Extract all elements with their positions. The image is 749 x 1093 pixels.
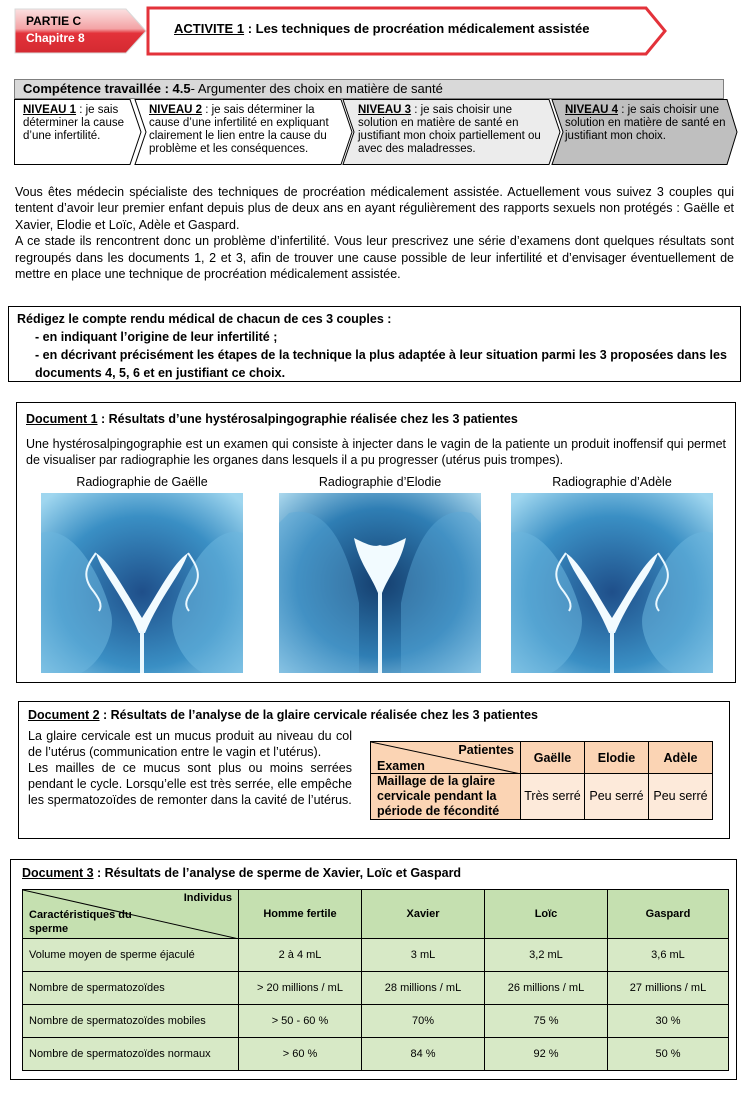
document-2 xyxy=(18,701,730,839)
radiograph-caption: Radiographie de Gaëlle xyxy=(76,475,208,489)
radiograph-adele xyxy=(511,475,713,673)
document-3 xyxy=(10,859,737,1080)
xray-image xyxy=(511,493,713,673)
cell-value: 92 % xyxy=(485,1038,608,1071)
doc1-description: Une hystérosalpingographie est un examen qui consiste à injecter dans le vagin de la patiente un produit inoffensif qui permet de visualiser par radiographie les organes dans lesquels il a pu progresser (utérus puis trompes). xyxy=(26,437,726,467)
cell-value: 3,6 mL xyxy=(608,939,729,972)
cell-value: 28 millions / mL xyxy=(362,972,485,1005)
activite-text: : Les techniques de procréation médicalement assistée xyxy=(244,21,590,36)
row-label: Volume moyen de sperme éjaculé xyxy=(23,939,239,972)
radiograph-gaelle xyxy=(41,475,243,673)
cell-value: 3 mL xyxy=(362,939,485,972)
cell-value: > 60 % xyxy=(239,1038,362,1071)
table-row xyxy=(23,1005,729,1038)
instruction-main: Rédigez le compte rendu médical de chacun de ces 3 couples : xyxy=(17,312,392,326)
level-1: NIVEAU 1 : je sais déterminer la cause d’une infertilité. xyxy=(23,104,124,142)
cell-value: 30 % xyxy=(608,1005,729,1038)
header-homme-fertile: Homme fertile xyxy=(239,890,362,939)
radiograph-elodie xyxy=(279,475,481,673)
cell-value: > 20 millions / mL xyxy=(239,972,362,1005)
table-corner xyxy=(23,890,239,939)
header-elodie: Elodie xyxy=(585,742,649,774)
instruction-item-1: - en indiquant l’origine de leur infertilité ; xyxy=(35,330,278,344)
activite-number: ACTIVITE 1 xyxy=(174,21,245,36)
header-xavier: Xavier xyxy=(362,890,485,939)
corner-examen: Examen xyxy=(377,759,425,773)
partie-label: PARTIE C xyxy=(26,14,82,28)
radiograph-caption: Radiographie d’Elodie xyxy=(318,475,442,489)
header-gaspard: Gaspard xyxy=(608,890,729,939)
xray-image xyxy=(279,493,481,673)
table-row xyxy=(23,939,729,972)
corner-patientes: Patientes xyxy=(458,743,514,757)
corner-caracteristiques: Caractéristiques du sperme xyxy=(29,909,132,935)
activite-banner xyxy=(146,6,668,56)
glaire-table xyxy=(370,741,713,820)
level-2: NIVEAU 2 : je sais déterminer la cause d’une infertilité en expliquant clairement le lien entre la cause du problème et les conséquences. xyxy=(149,104,329,155)
header-loic: Loïc xyxy=(485,890,608,939)
value-elodie: Peu serré xyxy=(585,774,649,820)
row-label: Nombre de spermatozoïdes mobiles xyxy=(23,1005,239,1038)
chapitre-label: Chapitre 8 xyxy=(26,31,85,45)
cell-value: 26 millions / mL xyxy=(485,972,608,1005)
doc2-title: Document 2 : Résultats de l’analyse de la glaire cervicale réalisée chez les 3 patientes xyxy=(28,708,538,722)
intro-paragraph-2: A ce stade ils rencontrent donc un problème d’infertilité. Vous leur prescrivez une série d’examens dont quelques résultats sont regroupés dans les documents 1, 2 et 3, afin de trouver une cause possible de leur infertilité et d’envisager éventuellement de mettre en place une technique de procréation médicalement assistée. xyxy=(15,234,734,282)
corner-individus: Individus xyxy=(183,892,232,904)
activite-title xyxy=(174,21,589,36)
level-4: NIVEAU 4 : je sais choisir une solution en matière de santé en justifiant mon choix. xyxy=(565,104,726,142)
cell-value: 27 millions / mL xyxy=(608,972,729,1005)
cell-value: > 50 - 60 % xyxy=(239,1005,362,1038)
cell-value: 75 % xyxy=(485,1005,608,1038)
intro-text xyxy=(15,184,734,282)
level-3: NIVEAU 3 : je sais choisir une solution en matière de santé en justifiant mon choix partiellement ou avec des maladresses. xyxy=(358,104,541,155)
doc1-title: Document 1 : Résultats d’une hystérosalpingographie réalisée chez les 3 patientes xyxy=(26,412,518,426)
instruction-item-2: - en décrivant précisément les étapes de la technique la plus adaptée à leur situation parmi les 3 proposées dans les documents 4, 5, 6 et en justifiant ce choix. xyxy=(35,348,727,380)
table-row xyxy=(23,972,729,1005)
cell-value: 2 à 4 mL xyxy=(239,939,362,972)
document-1 xyxy=(16,402,736,683)
competence-label: Compétence travaillée : 4.5 xyxy=(23,81,191,96)
row-label: Nombre de spermatozoïdes xyxy=(23,972,239,1005)
cell-value: 84 % xyxy=(362,1038,485,1071)
table-row xyxy=(23,1038,729,1071)
header-adele: Adèle xyxy=(649,742,713,774)
header-gaelle: Gaëlle xyxy=(521,742,585,774)
cell-value: 70% xyxy=(362,1005,485,1038)
intro-paragraph-1: Vous êtes médecin spécialiste des techniques de procréation médicalement assistée. Actuellement vous suivez 3 couples qui tentent d’avoir leur premier enfant depuis plus de deux ans en ayant régulièrement des rapports sexuels non protégés : Gaëlle et Xavier, Elodie et Loïc, Adèle et Gaspard. xyxy=(15,185,734,232)
doc2-description: La glaire cervicale est un mucus produit au niveau du col de l’utérus (communication entre le vagin et l’utérus). Les mailles de ce mucus sont plus ou moins serrées pendant le cycle. Lorsqu’elle est très serrée, elle empêche les spermatozoïdes de remonter dans la cavité de l’utérus. xyxy=(28,729,352,807)
row-label-maillage: Maillage de la glaire cervicale pendant la période de fécondité xyxy=(371,774,521,820)
table-corner xyxy=(371,742,521,774)
value-adele: Peu serré xyxy=(649,774,713,820)
cell-value: 3,2 mL xyxy=(485,939,608,972)
cell-value: 50 % xyxy=(608,1038,729,1071)
value-gaelle: Très serré xyxy=(521,774,585,820)
xray-image xyxy=(41,493,243,673)
partie-badge xyxy=(14,8,148,54)
competence-levels xyxy=(14,99,738,165)
competence-bar xyxy=(14,79,724,99)
radiograph-caption: Radiographie d’Adèle xyxy=(552,475,672,489)
row-label: Nombre de spermatozoïdes normaux xyxy=(23,1038,239,1071)
competence-text: - Argumenter des choix en matière de santé xyxy=(190,81,443,96)
sperm-table xyxy=(22,889,729,1071)
doc3-title: Document 3 : Résultats de l’analyse de sperme de Xavier, Loïc et Gaspard xyxy=(22,866,462,880)
instructions-box xyxy=(8,306,741,382)
